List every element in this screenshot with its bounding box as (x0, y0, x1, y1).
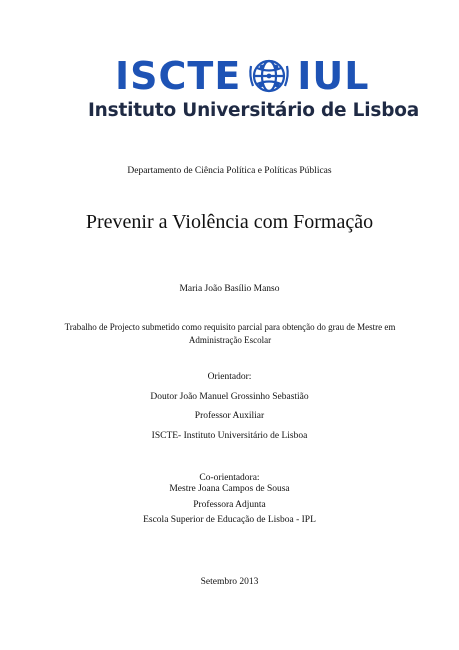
logo-left-word: ISCTE (115, 54, 242, 98)
author-name: Maria João Basílio Manso (179, 284, 280, 294)
document-title: Prevenir a Violência com Formação (85, 211, 374, 233)
logo-wordmark (115, 54, 370, 98)
supervisor-institution: ISCTE- Instituto Universitário de Lisboa (151, 431, 308, 441)
submission-date: Setembro 2013 (200, 577, 259, 587)
thesis-statement: Trabalho de Projecto submetido como requisito parcial para obtenção do grau de Mestre em Administração Escolar (64, 322, 396, 345)
supervisor-name: Doutor João Manuel Grossinho Sebastião (150, 392, 309, 402)
co-supervisor-role: Professora Adjunta (193, 500, 266, 510)
logo-subtitle: Instituto Universitário de Lisboa (88, 100, 420, 121)
logo-right-word: IUL (297, 54, 370, 98)
department-name: Departamento de Ciência Política e Políticas Públicas (127, 166, 332, 176)
co-supervisor-label: Co-orientadora: (199, 473, 260, 483)
supervisor-label: Orientador: (207, 372, 252, 382)
supervisor-role: Professor Auxiliar (194, 411, 265, 421)
iscte-iul-logo (0, 50, 459, 125)
co-supervisor-institution: Escola Superior de Educação de Lisboa - IPL (143, 515, 316, 525)
co-supervisor-name: Mestre Joana Campos de Sousa (169, 484, 290, 494)
globe-network-icon (247, 54, 291, 98)
